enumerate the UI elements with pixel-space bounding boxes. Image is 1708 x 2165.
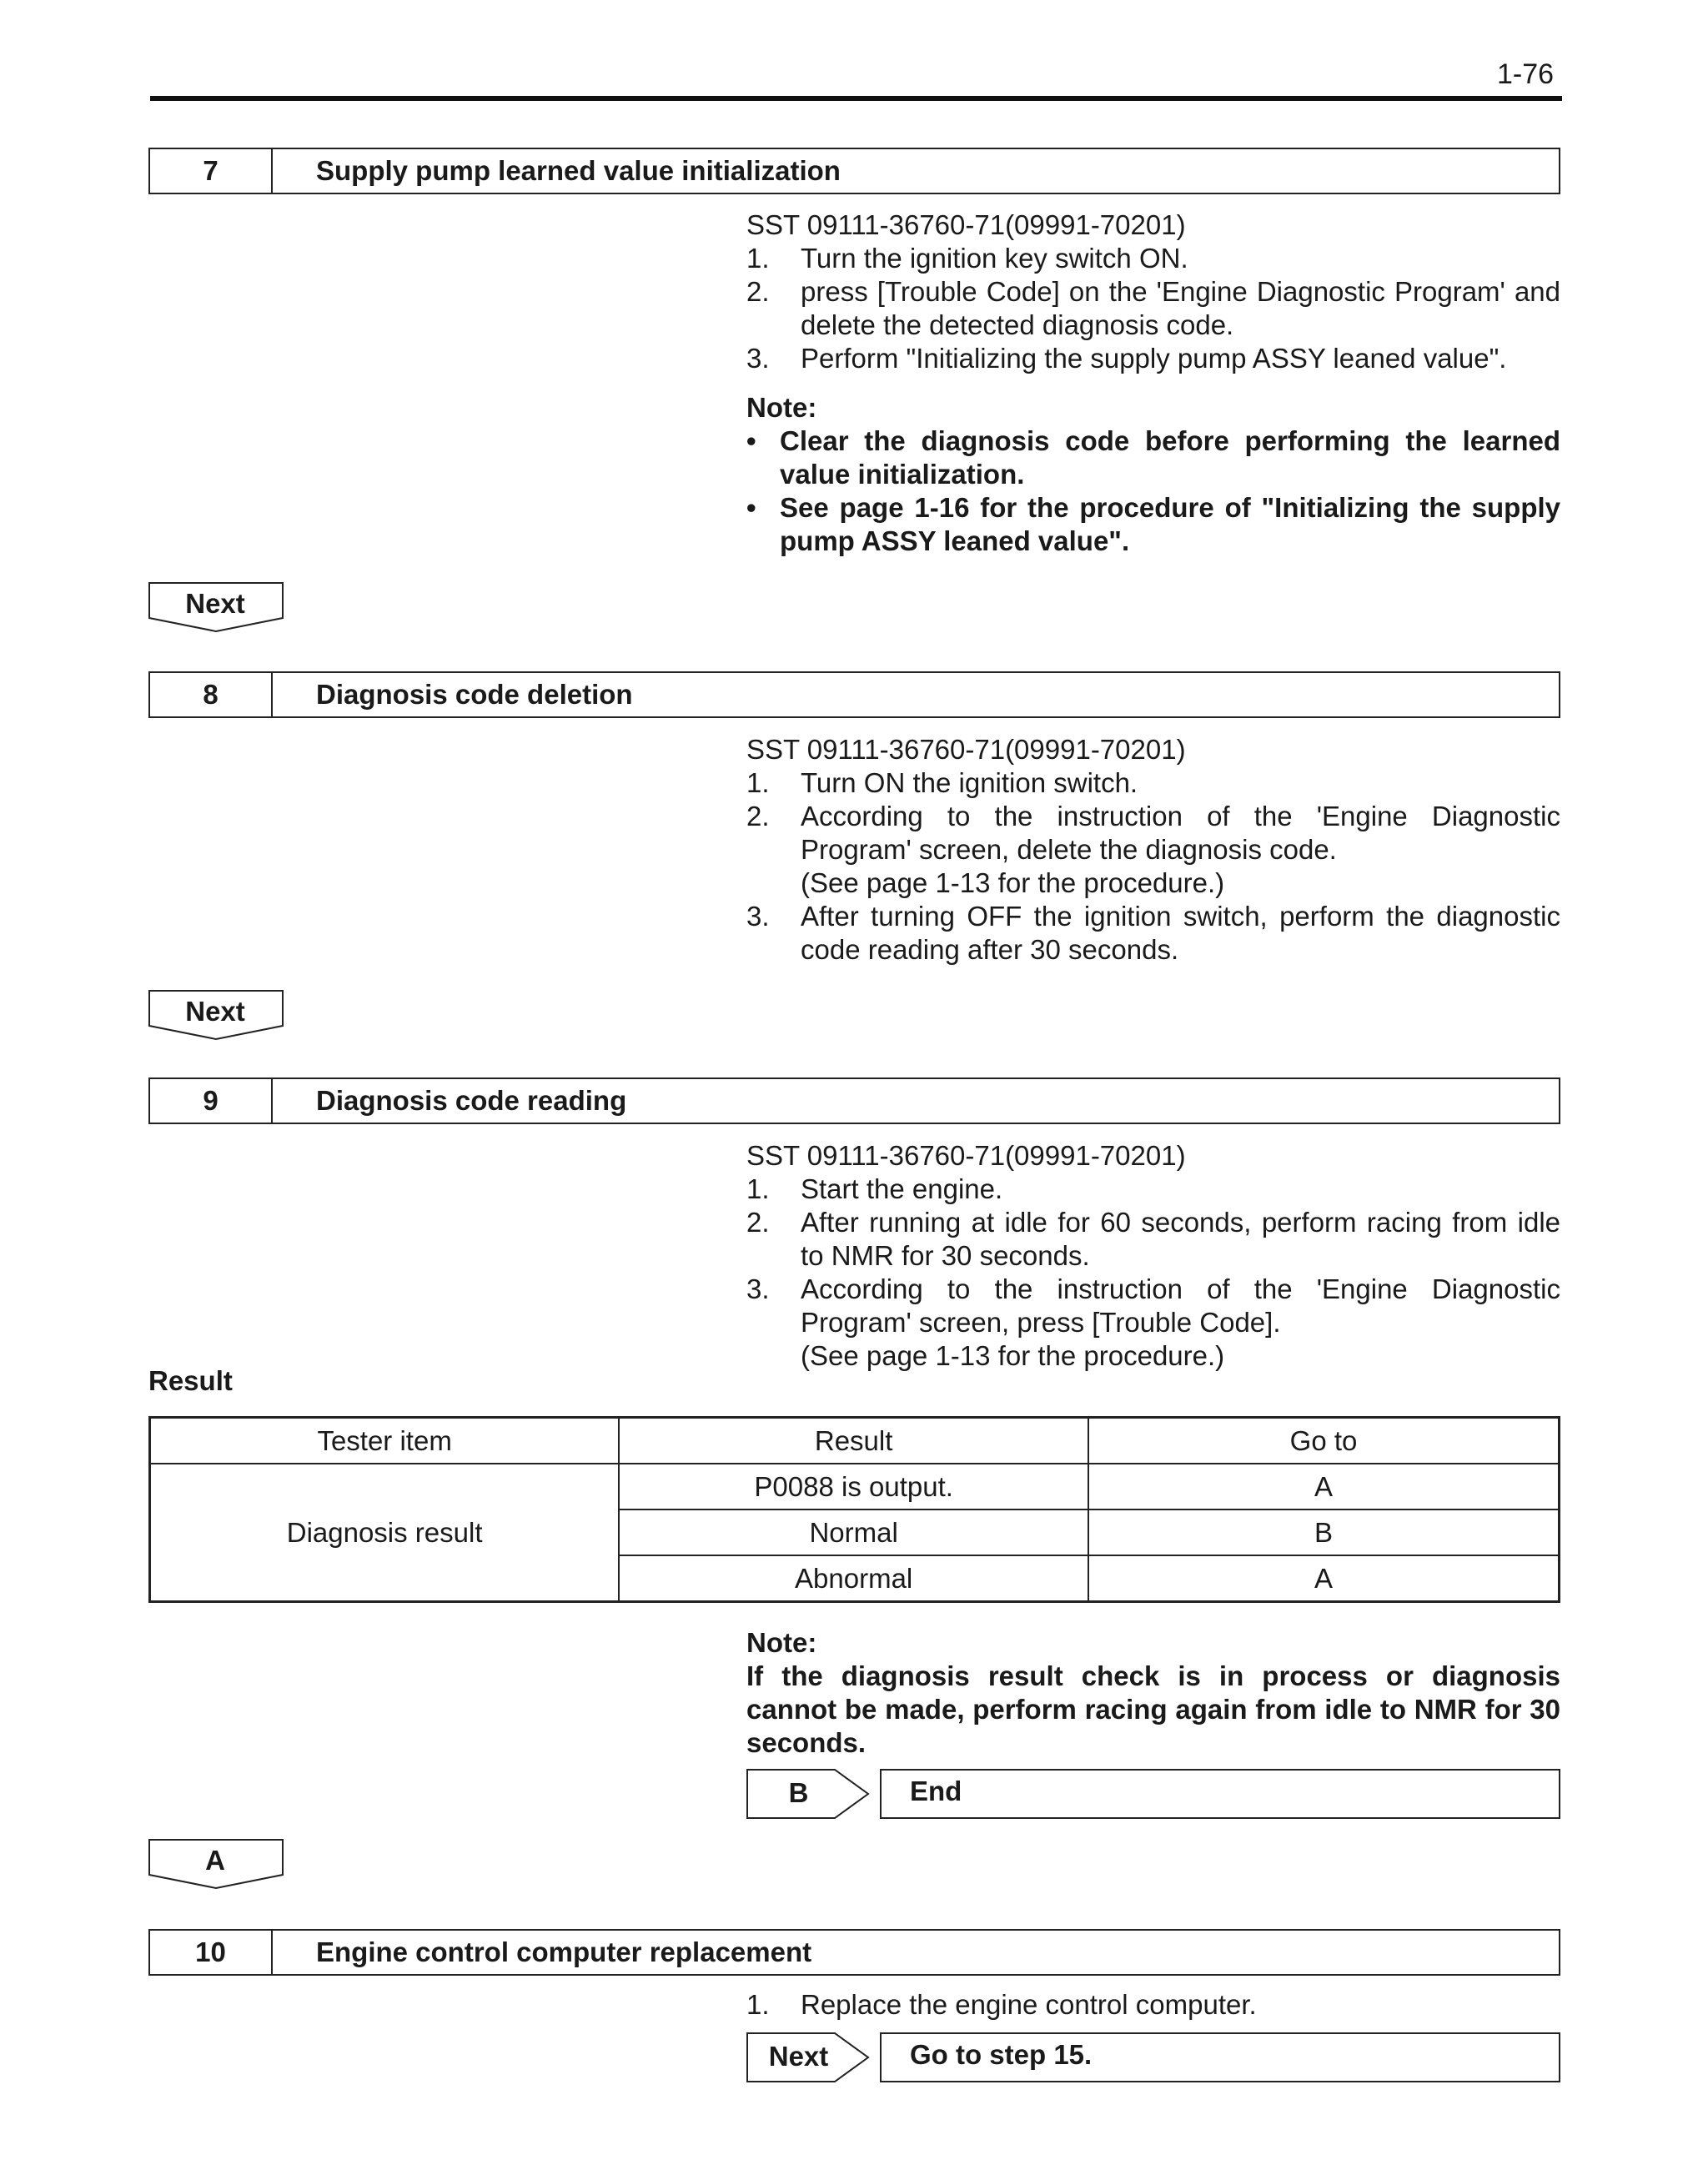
list-item (746, 1173, 1560, 1206)
instruction-list (746, 1173, 1560, 1373)
item-number: 3. (746, 1273, 770, 1304)
step-8-body (746, 733, 1560, 967)
step-title: Diagnosis code reading (316, 1085, 627, 1116)
branch-label: B (788, 1777, 809, 1808)
column-header: Go to (1088, 1418, 1559, 1464)
step-8-header (148, 671, 1560, 718)
bullet-icon: • (746, 425, 756, 456)
note-text: Clear the diagnosis code before performing the learned value initialization. (780, 425, 1560, 490)
item-text: Perform "Initializing the supply pump ASSY leaned value". (801, 343, 1507, 374)
instruction-list (746, 1988, 1560, 2022)
list-item (746, 766, 1560, 800)
next-button[interactable] (148, 990, 284, 1040)
sst-line: SST 09111-36760-71(09991-70201) (746, 209, 1186, 240)
sst-line: SST 09111-36760-71(09991-70201) (746, 1140, 1186, 1171)
result-cell: P0088 is output. (619, 1464, 1088, 1509)
item-number: 2. (746, 801, 770, 831)
tester-item-cell: Diagnosis result (150, 1464, 620, 1602)
item-text: Replace the engine control computer. (801, 1989, 1257, 2020)
item-text: Start the engine. (801, 1173, 1003, 1204)
item-text: Turn the ignition key switch ON. (801, 243, 1188, 274)
note-text: See page 1-16 for the procedure of "Initializing the supply pump ASSY leaned value". (780, 492, 1560, 556)
next-button[interactable] (148, 582, 284, 632)
next-label: Next (185, 588, 245, 619)
list-item (746, 1988, 1560, 2022)
item-text: According to the instruction of the 'Engine Diagnostic Program' screen, press [Trouble Code]. (801, 1273, 1560, 1338)
branch-b-button[interactable] (746, 1769, 870, 1819)
step-7-body (746, 208, 1560, 558)
item-number: 2. (746, 1207, 770, 1238)
item-number: 1. (746, 1989, 770, 2020)
note-item (746, 491, 1560, 558)
column-header: Result (619, 1418, 1088, 1464)
note-text: If the diagnosis result check is in process or diagnosis cannot be made, perform racing again from idle to NMR for 30 seconds. (746, 1660, 1560, 1758)
step-title: Supply pump learned value initialization (316, 155, 841, 186)
item-text: Turn ON the ignition switch. (801, 767, 1138, 798)
branch-b-destination: End (880, 1769, 1560, 1819)
item-subtext: (See page 1-13 for the procedure.) (801, 1340, 1225, 1371)
page-number: 1-76 (1497, 58, 1555, 90)
header-rule (150, 96, 1562, 101)
next-button[interactable] (746, 2032, 870, 2082)
step-9-header (148, 1077, 1560, 1124)
bullet-icon: • (746, 492, 756, 523)
next-label: Next (768, 2041, 829, 2072)
next-label: Next (185, 996, 245, 1027)
result-cell: Normal (619, 1509, 1088, 1555)
step-9-body (746, 1139, 1560, 1373)
result-table (148, 1416, 1560, 1603)
step-10-header (148, 1929, 1560, 1976)
item-number: 1. (746, 767, 770, 798)
list-item (746, 900, 1560, 967)
item-text: After running at idle for 60 seconds, perform racing from idle to NMR for 30 seconds. (801, 1207, 1560, 1271)
goto-cell: B (1088, 1509, 1559, 1555)
branch-a-button[interactable] (148, 1839, 284, 1889)
item-number: 1. (746, 243, 770, 274)
goto-cell: A (1088, 1464, 1559, 1509)
goto-cell: A (1088, 1555, 1559, 1602)
step-10-body (746, 1988, 1560, 2022)
step-7-header (148, 148, 1560, 194)
note-item (746, 424, 1560, 491)
branch-label: A (205, 1845, 225, 1876)
column-header: Tester item (150, 1418, 620, 1464)
list-item (746, 242, 1560, 275)
note-title: Note: (746, 1627, 817, 1658)
result-cell: Abnormal (619, 1555, 1088, 1602)
step-9-note (746, 1626, 1560, 1760)
item-number: 3. (746, 901, 770, 932)
item-text: After turning OFF the ignition switch, perform the diagnostic code reading after 30 seconds. (801, 901, 1560, 965)
instruction-list (746, 766, 1560, 967)
item-number: 2. (746, 276, 770, 307)
item-number: 1. (746, 1173, 770, 1204)
result-label: Result (148, 1365, 233, 1396)
next-destination: Go to step 15. (880, 2032, 1560, 2082)
sst-line: SST 09111-36760-71(09991-70201) (746, 734, 1186, 765)
list-item (746, 1206, 1560, 1273)
list-item (746, 342, 1560, 375)
list-item (746, 800, 1560, 900)
step-title: Engine control computer replacement (316, 1936, 812, 1967)
instruction-list (746, 242, 1560, 375)
step-number: 8 (150, 673, 273, 716)
note-list (746, 424, 1560, 558)
step-title: Diagnosis code deletion (316, 679, 633, 710)
step-number: 10 (150, 1931, 273, 1974)
note-title: Note: (746, 392, 817, 423)
item-text: press [Trouble Code] on the 'Engine Diagnostic Program' and delete the detected diagnosis code. (801, 276, 1560, 340)
table-header-row (150, 1418, 1560, 1464)
step-number: 9 (150, 1079, 273, 1123)
item-text: According to the instruction of the 'Engine Diagnostic Program' screen, delete the diagnosis code. (801, 801, 1560, 865)
step-number: 7 (150, 149, 273, 193)
table-row (150, 1464, 1560, 1509)
item-subtext: (See page 1-13 for the procedure.) (801, 867, 1225, 898)
list-item (746, 1273, 1560, 1373)
item-number: 3. (746, 343, 770, 374)
list-item (746, 275, 1560, 342)
